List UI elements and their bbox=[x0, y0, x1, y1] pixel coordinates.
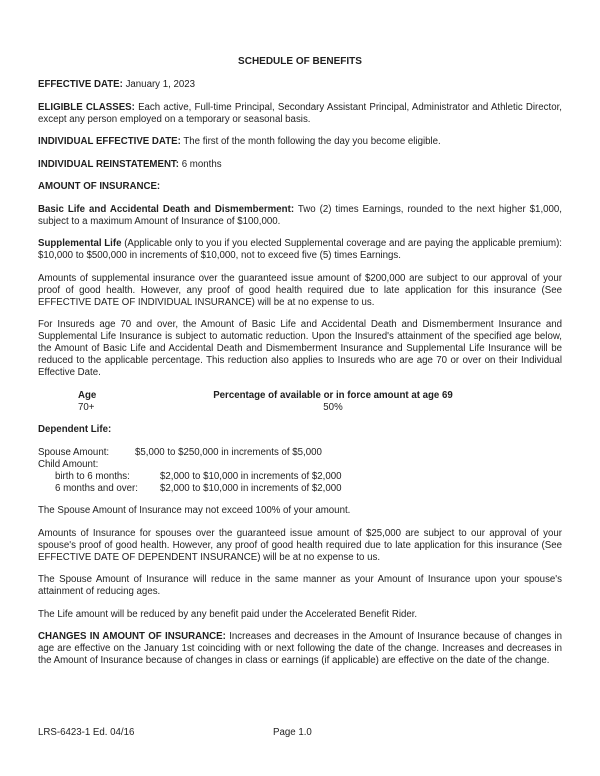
basic-life-label: Basic Life and Accidental Death and Dismemberment: bbox=[38, 203, 295, 215]
individual-effective-date-paragraph bbox=[38, 136, 562, 148]
child-amount-row bbox=[38, 459, 562, 471]
child-6-months-and-over-value: $2,000 to $10,000 in increments of $2,000 bbox=[160, 482, 342, 494]
basic-life-paragraph bbox=[38, 204, 562, 228]
changes-label: CHANGES IN AMOUNT OF INSURANCE: bbox=[38, 631, 226, 642]
child-amount-value bbox=[135, 459, 562, 471]
basic-life-value: Two (2) times Earnings, rounded to the next higher $1,000, subject to a maximum Amount of Insurance of $100,000. bbox=[38, 203, 562, 227]
effective-date-paragraph bbox=[38, 79, 562, 91]
supplemental-life-value: (Applicable only to you if you elected Supplemental coverage and are paying the applicable premium): $10,000 to $500,000 in increments of $10,000, not to exceed five (5) times Earnings. bbox=[38, 238, 562, 261]
age-reduction-table-row bbox=[38, 402, 562, 414]
child-6-months-and-over-row bbox=[38, 483, 562, 495]
age-reduction-paragraph: For Insureds age 70 and over, the Amount of Basic Life and Accidental Death and Dismemberment Insurance and Supplemental Life Insurance is subject to automatic reduction. Upon the Insured's attainment of the specified age below, the Amount of Basic Life and Accidental Death and Dismemberment Insurance and Supplemental Life Insurance will be reduced to the applicable percentage. This reduction also applies to Insureds who are age 70 or over on their Individual Effective Date. bbox=[38, 319, 562, 378]
amount-of-insurance-heading: AMOUNT OF INSURANCE: bbox=[38, 181, 161, 192]
page-number: Page 1.0 bbox=[273, 727, 312, 738]
age-reduction-table bbox=[38, 390, 562, 414]
dependent-life-heading: Dependent Life: bbox=[38, 424, 112, 435]
individual-effective-date-label: INDIVIDUAL EFFECTIVE DATE: bbox=[38, 136, 181, 147]
supplemental-life-paragraph bbox=[38, 238, 562, 262]
spouse-amount-row bbox=[38, 447, 562, 459]
eligible-classes-paragraph bbox=[38, 102, 562, 126]
percentage-cell: 50% bbox=[323, 401, 343, 413]
child-amount-label: Child Amount: bbox=[38, 458, 99, 470]
changes-value: Increases and decreases in the Amount of Insurance because of changes in age are effective on the January 1st coinciding with or next following the date of the change. Increases and decreases in the Amount of Insurance because of changes in class or earnings (if applicable) are effective on the date of the change. bbox=[38, 631, 562, 666]
form-number: LRS-6423-1 Ed. 04/16 bbox=[38, 727, 135, 738]
supplemental-guaranteed-issue-paragraph: Amounts of supplemental insurance over the guaranteed issue amount of $200,000 are subject to our approval of your proof of good health. However, any proof of good health required due to late application for this insurance (See EFFECTIVE DATE OF INDIVIDUAL INSURANCE) will be at no expense to us. bbox=[38, 272, 562, 308]
child-birth-to-6-months-row bbox=[38, 471, 562, 483]
age-column-header: Age bbox=[78, 389, 97, 401]
individual-effective-date-value: The first of the month following the day you become eligible. bbox=[183, 136, 441, 147]
page-footer bbox=[38, 727, 562, 739]
age-cell: 70+ bbox=[78, 401, 95, 413]
dependent-life-amounts bbox=[38, 447, 562, 495]
accelerated-benefit-paragraph: The Life amount will be reduced by any benefit paid under the Accelerated Benefit Rider. bbox=[38, 608, 418, 620]
eligible-classes-value: Each active, Full-time Principal, Secondary Assistant Principal, Administrator and Athletic Director, except any person employed on a temporary or seasonal basis. bbox=[38, 101, 562, 125]
child-6-months-and-over-label: 6 months and over: bbox=[55, 482, 138, 494]
effective-date-value: January 1, 2023 bbox=[125, 79, 196, 90]
page-title: SCHEDULE OF BENEFITS bbox=[238, 56, 362, 67]
individual-reinstatement-value: 6 months bbox=[181, 158, 222, 170]
spouse-reduction-paragraph: The Spouse Amount of Insurance will reduce in the same manner as your Amount of Insurance upon your spouse's attainment of reducing ages. bbox=[38, 574, 562, 597]
spouse-amount-value: $5,000 to $250,000 in increments of $5,000 bbox=[135, 446, 322, 458]
child-birth-to-6-months-label: birth to 6 months: bbox=[55, 470, 130, 482]
changes-paragraph bbox=[38, 631, 562, 667]
document-page bbox=[38, 56, 562, 678]
spouse-guaranteed-issue-paragraph: Amounts of Insurance for spouses over the guaranteed issue amount of $25,000 are subject to our approval of your spouse's proof of good health. However, any proof of good health required due to late application for this insurance (See EFFECTIVE DATE OF DEPENDENT INSURANCE) will be at no expense to us. bbox=[38, 527, 562, 563]
age-reduction-table-header-row bbox=[38, 390, 562, 402]
effective-date-label: EFFECTIVE DATE: bbox=[38, 79, 123, 90]
individual-reinstatement-label: INDIVIDUAL REINSTATEMENT: bbox=[38, 158, 180, 170]
individual-reinstatement-paragraph bbox=[38, 159, 562, 171]
supplemental-life-label: Supplemental Life bbox=[38, 238, 122, 249]
child-birth-to-6-months-value: $2,000 to $10,000 in increments of $2,000 bbox=[160, 470, 342, 482]
eligible-classes-label: ELIGIBLE CLASSES: bbox=[38, 101, 135, 113]
percentage-column-header: Percentage of available or in force amount at age 69 bbox=[213, 389, 453, 401]
spouse-max-paragraph: The Spouse Amount of Insurance may not exceed 100% of your amount. bbox=[38, 505, 351, 516]
spouse-amount-label: Spouse Amount: bbox=[38, 446, 110, 458]
